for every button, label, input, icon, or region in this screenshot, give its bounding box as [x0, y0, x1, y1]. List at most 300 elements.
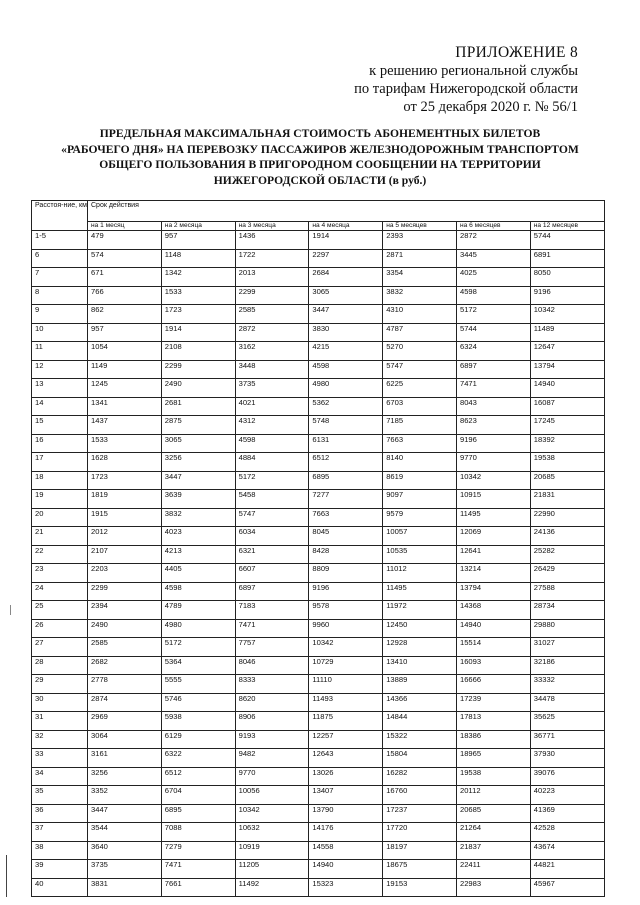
price-cell: 8809 [309, 564, 383, 583]
price-cell: 4884 [235, 453, 309, 472]
table-row [32, 379, 605, 398]
price-cell: 20685 [456, 804, 530, 823]
distance-cell: 14 [32, 397, 88, 416]
price-cell: 14940 [456, 619, 530, 638]
price-cell: 8620 [235, 693, 309, 712]
price-cell: 13026 [309, 767, 383, 786]
price-cell: 27588 [530, 582, 604, 601]
price-cell: 2299 [88, 582, 162, 601]
price-cell: 21264 [456, 823, 530, 842]
table-row [32, 360, 605, 379]
table-row [32, 823, 605, 842]
price-cell: 10342 [235, 804, 309, 823]
price-cell: 3640 [88, 841, 162, 860]
price-cell: 574 [88, 249, 162, 268]
price-cell: 2490 [88, 619, 162, 638]
distance-cell: 33 [32, 749, 88, 768]
distance-cell: 36 [32, 804, 88, 823]
price-cell: 32186 [530, 656, 604, 675]
price-cell: 17720 [383, 823, 457, 842]
price-cell: 9482 [235, 749, 309, 768]
price-cell: 11205 [235, 860, 309, 879]
distance-cell: 11 [32, 342, 88, 361]
distance-cell: 13 [32, 379, 88, 398]
price-cell: 7471 [161, 860, 235, 879]
price-cell: 3065 [161, 434, 235, 453]
price-cell: 2297 [309, 249, 383, 268]
distance-cell: 29 [32, 675, 88, 694]
price-cell: 3445 [456, 249, 530, 268]
price-cell: 6607 [235, 564, 309, 583]
price-cell: 6897 [456, 360, 530, 379]
appendix-title: ПРИЛОЖЕНИЕ 8 [455, 44, 578, 61]
distance-cell: 19 [32, 490, 88, 509]
price-cell: 7757 [235, 638, 309, 657]
price-cell: 6322 [161, 749, 235, 768]
price-cell: 2012 [88, 527, 162, 546]
price-cell: 3544 [88, 823, 162, 842]
price-cell: 1148 [161, 249, 235, 268]
price-cell: 9196 [456, 434, 530, 453]
table-row [32, 693, 605, 712]
price-cell: 19538 [456, 767, 530, 786]
price-cell: 12069 [456, 527, 530, 546]
price-cell: 18197 [383, 841, 457, 860]
price-cell: 25282 [530, 545, 604, 564]
price-cell: 3256 [161, 453, 235, 472]
price-cell: 13889 [383, 675, 457, 694]
period-header: на 5 месяцев [383, 222, 457, 231]
price-cell: 39076 [530, 767, 604, 786]
price-cell: 12641 [456, 545, 530, 564]
price-cell: 1914 [161, 323, 235, 342]
price-cell: 5744 [456, 323, 530, 342]
price-cell: 14844 [383, 712, 457, 731]
price-cell: 5748 [309, 416, 383, 435]
table-row [32, 305, 605, 324]
distance-cell: 22 [32, 545, 88, 564]
price-cell: 1437 [88, 416, 162, 435]
price-cell: 12928 [383, 638, 457, 657]
distance-cell: 40 [32, 878, 88, 897]
price-cell: 1342 [161, 268, 235, 287]
price-cell: 4787 [383, 323, 457, 342]
price-cell: 6324 [456, 342, 530, 361]
price-cell: 1628 [88, 453, 162, 472]
price-cell: 28734 [530, 601, 604, 620]
distance-header: Расстоя-ние, км [32, 201, 88, 231]
price-cell: 15514 [456, 638, 530, 657]
price-cell: 2871 [383, 249, 457, 268]
price-cell: 13794 [456, 582, 530, 601]
price-cell: 6321 [235, 545, 309, 564]
price-cell: 5938 [161, 712, 235, 731]
price-cell: 5362 [309, 397, 383, 416]
price-cell: 2874 [88, 693, 162, 712]
price-cell: 15323 [309, 878, 383, 897]
price-cell: 11495 [383, 582, 457, 601]
price-cell: 7663 [309, 508, 383, 527]
price-cell: 2872 [235, 323, 309, 342]
price-cell: 15804 [383, 749, 457, 768]
price-cell: 8619 [383, 471, 457, 490]
table-row [32, 675, 605, 694]
price-cell: 7185 [383, 416, 457, 435]
price-cell: 8906 [235, 712, 309, 731]
table-row [32, 564, 605, 583]
table-row [32, 841, 605, 860]
distance-cell: 23 [32, 564, 88, 583]
price-cell: 1723 [88, 471, 162, 490]
price-cell: 16282 [383, 767, 457, 786]
price-cell: 3447 [309, 305, 383, 324]
price-cell: 10057 [383, 527, 457, 546]
price-cell: 3448 [235, 360, 309, 379]
table-row [32, 434, 605, 453]
price-cell: 7277 [309, 490, 383, 509]
price-cell: 3735 [88, 860, 162, 879]
table-row [32, 268, 605, 287]
price-cell: 4598 [309, 360, 383, 379]
price-cell: 18392 [530, 434, 604, 453]
price-cell: 6704 [161, 786, 235, 805]
distance-cell: 28 [32, 656, 88, 675]
price-cell: 6897 [235, 582, 309, 601]
period-header: на 2 месяца [161, 222, 235, 231]
price-cell: 9579 [383, 508, 457, 527]
price-cell: 1915 [88, 508, 162, 527]
price-cell: 5747 [383, 360, 457, 379]
price-cell: 17245 [530, 416, 604, 435]
tariff-table [31, 200, 605, 897]
price-cell: 5364 [161, 656, 235, 675]
price-cell: 9578 [309, 601, 383, 620]
price-cell: 4598 [161, 582, 235, 601]
distance-cell: 27 [32, 638, 88, 657]
price-cell: 6895 [161, 804, 235, 823]
price-cell: 3639 [161, 490, 235, 509]
distance-cell: 37 [32, 823, 88, 842]
price-cell: 7471 [456, 379, 530, 398]
price-cell: 671 [88, 268, 162, 287]
price-cell: 29880 [530, 619, 604, 638]
price-cell: 2299 [235, 286, 309, 305]
price-cell: 9193 [235, 730, 309, 749]
price-cell: 12643 [309, 749, 383, 768]
price-cell: 2394 [88, 601, 162, 620]
price-cell: 1341 [88, 397, 162, 416]
price-cell: 2107 [88, 545, 162, 564]
price-cell: 5270 [383, 342, 457, 361]
title-line-3: ОБЩЕГО ПОЛЬЗОВАНИЯ В ПРИГОРОДНОМ СООБЩЕНИИ НА ТЕРРИТОРИИ [99, 158, 541, 171]
table-row [32, 508, 605, 527]
price-cell: 12647 [530, 342, 604, 361]
price-cell: 862 [88, 305, 162, 324]
price-cell: 14940 [530, 379, 604, 398]
table-row [32, 527, 605, 546]
distance-cell: 12 [32, 360, 88, 379]
price-cell: 44821 [530, 860, 604, 879]
distance-cell: 9 [32, 305, 88, 324]
price-cell: 19538 [530, 453, 604, 472]
price-cell: 8050 [530, 268, 604, 287]
price-cell: 3831 [88, 878, 162, 897]
table-row [32, 471, 605, 490]
price-cell: 2872 [456, 231, 530, 250]
price-cell: 479 [88, 231, 162, 250]
distance-cell: 39 [32, 860, 88, 879]
price-cell: 13794 [530, 360, 604, 379]
price-cell: 14368 [456, 601, 530, 620]
price-cell: 9196 [309, 582, 383, 601]
price-cell: 4598 [456, 286, 530, 305]
price-cell: 6512 [309, 453, 383, 472]
distance-cell: 7 [32, 268, 88, 287]
price-cell: 8043 [456, 397, 530, 416]
table-row [32, 231, 605, 250]
price-cell: 18386 [456, 730, 530, 749]
price-cell: 4310 [383, 305, 457, 324]
table-row [32, 323, 605, 342]
price-cell: 16760 [383, 786, 457, 805]
price-cell: 3064 [88, 730, 162, 749]
price-cell: 10729 [309, 656, 383, 675]
price-cell: 8623 [456, 416, 530, 435]
price-cell: 17813 [456, 712, 530, 731]
price-cell: 2682 [88, 656, 162, 675]
price-cell: 2585 [88, 638, 162, 657]
price-cell: 2875 [161, 416, 235, 435]
price-cell: 2013 [235, 268, 309, 287]
price-cell: 16087 [530, 397, 604, 416]
price-cell: 37930 [530, 749, 604, 768]
distance-cell: 31 [32, 712, 88, 731]
price-cell: 1436 [235, 231, 309, 250]
price-cell: 5458 [235, 490, 309, 509]
price-cell: 22983 [456, 878, 530, 897]
price-cell: 4025 [456, 268, 530, 287]
table-row [32, 730, 605, 749]
table-row [32, 767, 605, 786]
distance-cell: 8 [32, 286, 88, 305]
price-cell: 16093 [456, 656, 530, 675]
price-cell: 21831 [530, 490, 604, 509]
price-cell: 18675 [383, 860, 457, 879]
price-cell: 3065 [309, 286, 383, 305]
price-cell: 10342 [309, 638, 383, 657]
price-cell: 6225 [383, 379, 457, 398]
scan-artifact-line [6, 855, 7, 897]
price-cell: 1722 [235, 249, 309, 268]
table-row [32, 712, 605, 731]
document-title [40, 126, 600, 188]
price-cell: 10919 [235, 841, 309, 860]
price-cell: 10342 [530, 305, 604, 324]
price-cell: 4312 [235, 416, 309, 435]
price-cell: 3162 [235, 342, 309, 361]
validity-header: Срок действия [88, 201, 605, 222]
price-cell: 13407 [309, 786, 383, 805]
price-cell: 9770 [235, 767, 309, 786]
price-cell: 7279 [161, 841, 235, 860]
table-row [32, 453, 605, 472]
price-cell: 20685 [530, 471, 604, 490]
price-cell: 1723 [161, 305, 235, 324]
price-cell: 9196 [530, 286, 604, 305]
price-cell: 3735 [235, 379, 309, 398]
price-cell: 2203 [88, 564, 162, 583]
distance-cell: 6 [32, 249, 88, 268]
price-cell: 2490 [161, 379, 235, 398]
price-cell: 22990 [530, 508, 604, 527]
price-cell: 2969 [88, 712, 162, 731]
title-line-4: НИЖЕГОРОДСКОЙ ОБЛАСТИ (в руб.) [213, 173, 427, 187]
scan-artifact-tick [10, 605, 11, 615]
price-cell: 1054 [88, 342, 162, 361]
price-cell: 2108 [161, 342, 235, 361]
price-cell: 11489 [530, 323, 604, 342]
price-cell: 6512 [161, 767, 235, 786]
table-row [32, 786, 605, 805]
distance-cell: 24 [32, 582, 88, 601]
price-cell: 14940 [309, 860, 383, 879]
price-cell: 17239 [456, 693, 530, 712]
table-row [32, 490, 605, 509]
price-cell: 11012 [383, 564, 457, 583]
price-cell: 11495 [456, 508, 530, 527]
price-cell: 11110 [309, 675, 383, 694]
price-cell: 3352 [88, 786, 162, 805]
price-cell: 957 [161, 231, 235, 250]
price-cell: 4405 [161, 564, 235, 583]
appendix-line-3: от 25 декабря 2020 г. № 56/1 [403, 99, 578, 115]
distance-cell: 20 [32, 508, 88, 527]
price-cell: 9770 [456, 453, 530, 472]
price-cell: 6034 [235, 527, 309, 546]
price-cell: 7663 [383, 434, 457, 453]
price-cell: 7471 [235, 619, 309, 638]
price-cell: 8140 [383, 453, 457, 472]
price-cell: 34478 [530, 693, 604, 712]
appendix-line-2: по тарифам Нижегородской области [354, 81, 578, 97]
price-cell: 2681 [161, 397, 235, 416]
price-cell: 5172 [456, 305, 530, 324]
price-cell: 41369 [530, 804, 604, 823]
price-cell: 14558 [309, 841, 383, 860]
price-cell: 9960 [309, 619, 383, 638]
price-cell: 42528 [530, 823, 604, 842]
price-cell: 2778 [88, 675, 162, 694]
price-cell: 13790 [309, 804, 383, 823]
title-line-2: «РАБОЧЕГО ДНЯ» НА ПЕРЕВОЗКУ ПАССАЖИРОВ ЖЕЛЕЗНОДОРОЖНЫМ ТРАНСПОРТОМ [61, 142, 579, 156]
price-cell: 12257 [309, 730, 383, 749]
price-cell: 3354 [383, 268, 457, 287]
price-cell: 5746 [161, 693, 235, 712]
table-row [32, 545, 605, 564]
table-row [32, 342, 605, 361]
price-cell: 40223 [530, 786, 604, 805]
price-cell: 11875 [309, 712, 383, 731]
price-cell: 21837 [456, 841, 530, 860]
price-cell: 7661 [161, 878, 235, 897]
table-row [32, 804, 605, 823]
price-cell: 5172 [235, 471, 309, 490]
price-cell: 24136 [530, 527, 604, 546]
period-header: на 3 месяца [235, 222, 309, 231]
distance-cell: 35 [32, 786, 88, 805]
table-row [32, 286, 605, 305]
title-line-1: ПРЕДЕЛЬНАЯ МАКСИМАЛЬНАЯ СТОИМОСТЬ АБОНЕМЕНТНЫХ БИЛЕТОВ [99, 127, 541, 140]
period-header: на 12 месяцев [530, 222, 604, 231]
distance-cell: 15 [32, 416, 88, 435]
price-cell: 4215 [309, 342, 383, 361]
price-cell: 1149 [88, 360, 162, 379]
table-row [32, 601, 605, 620]
price-cell: 6129 [161, 730, 235, 749]
price-cell: 31027 [530, 638, 604, 657]
price-cell: 14366 [383, 693, 457, 712]
table-row [32, 582, 605, 601]
price-cell: 6131 [309, 434, 383, 453]
price-cell: 4213 [161, 545, 235, 564]
price-cell: 10342 [456, 471, 530, 490]
price-cell: 4023 [161, 527, 235, 546]
table-row [32, 249, 605, 268]
price-cell: 1533 [161, 286, 235, 305]
price-cell: 2585 [235, 305, 309, 324]
table-row [32, 656, 605, 675]
price-cell: 3830 [309, 323, 383, 342]
price-cell: 35625 [530, 712, 604, 731]
price-cell: 19153 [383, 878, 457, 897]
price-cell: 3256 [88, 767, 162, 786]
distance-cell: 21 [32, 527, 88, 546]
price-cell: 14176 [309, 823, 383, 842]
price-cell: 8333 [235, 675, 309, 694]
distance-cell: 16 [32, 434, 88, 453]
price-cell: 13214 [456, 564, 530, 583]
period-header-row [32, 222, 605, 231]
price-cell: 10915 [456, 490, 530, 509]
period-header: на 1 месяц [88, 222, 162, 231]
period-header: на 4 месяца [309, 222, 383, 231]
price-cell: 7183 [235, 601, 309, 620]
distance-cell: 1-5 [32, 231, 88, 250]
price-cell: 9097 [383, 490, 457, 509]
distance-cell: 30 [32, 693, 88, 712]
price-cell: 8045 [309, 527, 383, 546]
price-cell: 15322 [383, 730, 457, 749]
table-row [32, 416, 605, 435]
price-cell: 6895 [309, 471, 383, 490]
table-row [32, 638, 605, 657]
price-cell: 2684 [309, 268, 383, 287]
price-cell: 12450 [383, 619, 457, 638]
price-cell: 3161 [88, 749, 162, 768]
tariff-table-body [32, 231, 605, 897]
price-cell: 22411 [456, 860, 530, 879]
price-cell: 1914 [309, 231, 383, 250]
price-cell: 957 [88, 323, 162, 342]
table-row [32, 619, 605, 638]
price-cell: 3447 [161, 471, 235, 490]
price-cell: 11972 [383, 601, 457, 620]
price-cell: 1245 [88, 379, 162, 398]
price-cell: 3832 [161, 508, 235, 527]
appendix-header [354, 44, 578, 116]
price-cell: 8428 [309, 545, 383, 564]
period-header: на 6 месяцев [456, 222, 530, 231]
